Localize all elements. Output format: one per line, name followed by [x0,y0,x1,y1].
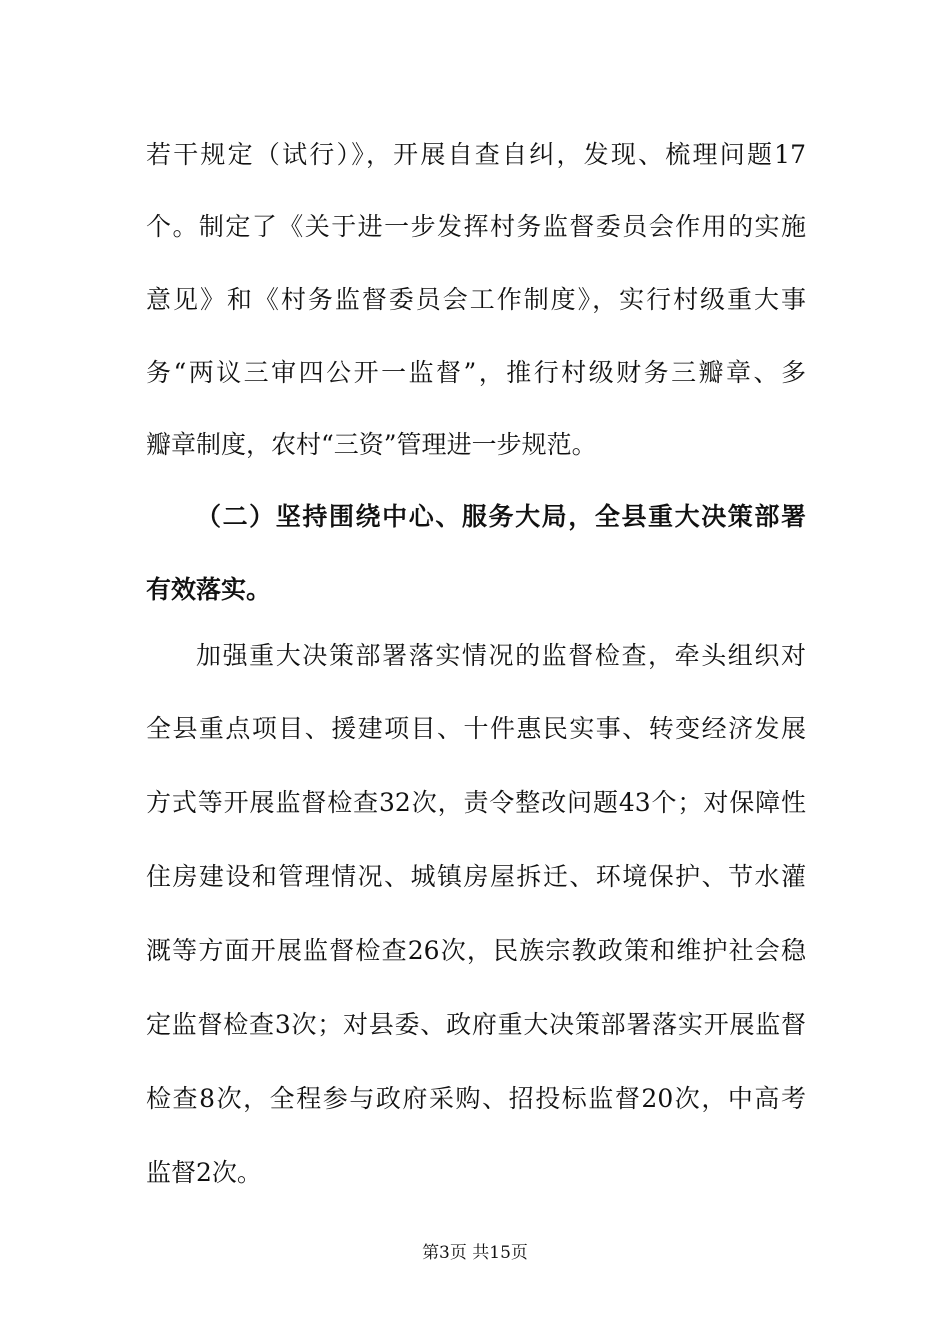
paragraph-line: 若干规定（试行）》，开展自查自纠，发现、梳理问题17 [146,140,806,169]
paragraph-line: 务“两议三审四公开一监督”，推行村级财务三瓣章、多 [146,358,806,387]
paragraph-line: 瓣章制度，农村“三资”管理进一步规范。 [146,430,597,459]
paragraph-line: 个。制定了《关于进一步发挥村务监督委员会作用的实施 [146,212,806,241]
paragraph-line: 加强重大决策部署落实情况的监督检查，牵头组织对 [196,641,806,670]
paragraph-line: 检查8次，全程参与政府采购、招投标监督20次，中高考 [146,1084,806,1113]
paragraph-line: 住房建设和管理情况、城镇房屋拆迁、环境保护、节水灌 [146,862,806,891]
page-number: 第3页 共15页 [422,1243,528,1263]
section-heading-line: 有效落实。 [146,575,272,604]
section-heading-line: （二）坚持围绕中心、服务大局，全县重大决策部署 [196,502,806,531]
paragraph-line: 溉等方面开展监督检查26次，民族宗教政策和维护社会稳 [146,936,806,965]
paragraph-line: 方式等开展监督检查32次，责令整改问题43个；对保障性 [146,788,806,817]
paragraph-line: 意见》和《村务监督委员会工作制度》，实行村级重大事 [146,285,806,314]
paragraph-line: 监督2次。 [146,1158,262,1187]
paragraph-line: 定监督检查3次；对县委、政府重大决策部署落实开展监督 [146,1010,806,1039]
paragraph-line: 全县重点项目、援建项目、十件惠民实事、转变经济发展 [146,714,806,743]
